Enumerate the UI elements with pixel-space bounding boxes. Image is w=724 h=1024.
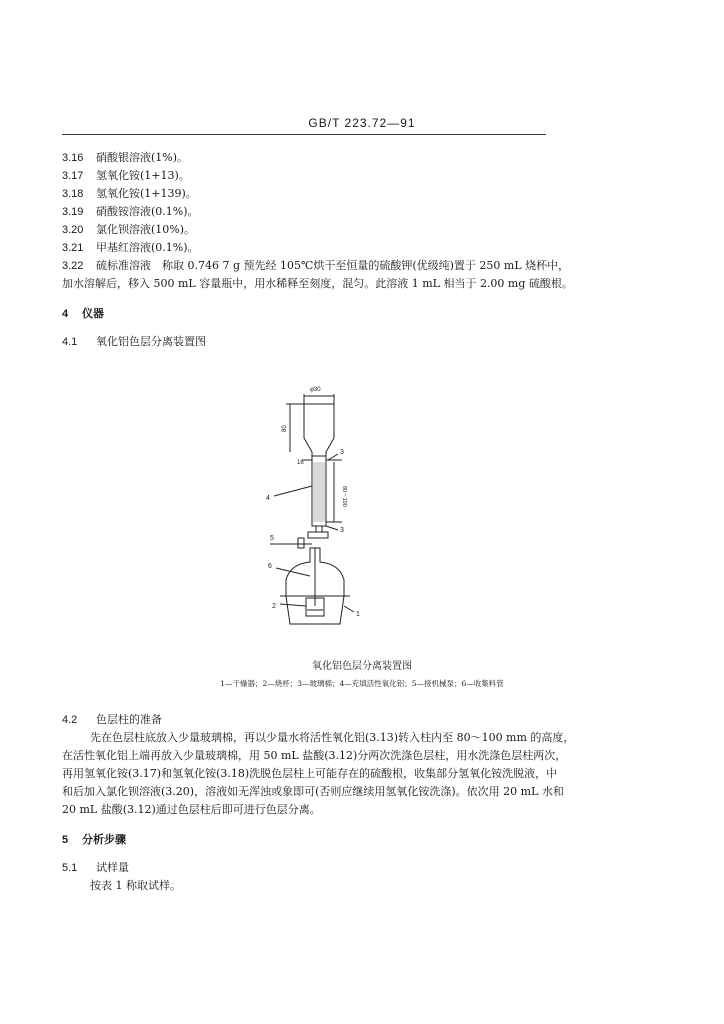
item-number: 3.18 — [62, 188, 84, 200]
dim-label-80: 80 — [282, 425, 288, 432]
vacuum-connector — [298, 538, 304, 548]
item-text: 硝酸银溶液(1%)。 — [96, 151, 189, 164]
standard-code: GB/T 223.72—91 — [308, 116, 416, 130]
label-5: 5 — [270, 535, 274, 542]
label-1: 1 — [356, 611, 360, 618]
para-4-2-line1: 先在色层柱底放入少量玻璃棉，再以少量水将活性氧化铝(3.13)转入柱内至 80～100 mm 的高度， — [90, 731, 575, 744]
callout-6 — [276, 568, 310, 576]
para-4-2-line5: 20 mL 盐酸(3.12)通过色层柱后即可进行色层分离。 — [62, 803, 321, 816]
section-4-heading — [62, 307, 104, 321]
figure-legend: 1—干燥器；2—烧杯；3—玻璃棉；4—充填活性氧化铝；5—接机械泵；6—收集料管 — [220, 679, 504, 688]
para-4-2-line2: 在活性氧化铝上端再放入少量玻璃棉，用 50 mL 盐酸(3.12)分两次洗涤色层柱，用水洗涤色层柱两次， — [62, 749, 567, 762]
item-number: 3.19 — [62, 206, 84, 218]
reagent-3-17 — [62, 169, 190, 183]
callout-3-bottom — [326, 526, 338, 530]
header-rule — [62, 134, 546, 135]
reagent-3-22-line1 — [62, 259, 569, 273]
label-3-bottom: 3 — [340, 527, 344, 534]
reagent-3-22-line2: 加水溶解后，移入 500 mL 容量瓶中，用水稀释至刻度，混匀。此溶液 1 mL 相当于 2.00 mg 硫酸根。 — [62, 277, 573, 290]
dim-label-phi30: φ30 — [310, 387, 321, 393]
label-3-top: 3 — [340, 449, 344, 456]
callout-3-top — [328, 454, 338, 460]
callout-1 — [344, 606, 354, 612]
item-number: 3.22 — [62, 260, 84, 272]
subsection-4-1-heading — [62, 335, 206, 349]
para-5-1: 按表 1 称取试样。 — [90, 879, 181, 892]
reagent-3-16 — [62, 151, 188, 165]
label-6: 6 — [268, 563, 272, 570]
subsection-4-2-heading — [62, 713, 162, 727]
chromatography-apparatus-figure — [250, 380, 380, 642]
callout-4 — [274, 486, 312, 496]
reagent-3-20 — [62, 223, 195, 237]
label-2: 2 — [272, 603, 276, 610]
item-text: 甲基红溶液(0.1%)。 — [96, 241, 199, 254]
callout-2 — [280, 604, 306, 606]
dim-label-80-100: 80～100 — [341, 486, 347, 507]
item-text: 氢氧化铵(1+13)。 — [96, 169, 190, 182]
para-4-2-line3: 再用氢氧化铵(3.17)和氢氧化铵(3.18)洗脱色层柱上可能存在的硫酸根，收集部分氢氧化铵洗脱液，中 — [62, 767, 558, 780]
stopcock — [308, 532, 328, 538]
item-number: 3.20 — [62, 224, 84, 236]
item-text: 氯化钡溶液(10%)。 — [96, 223, 196, 236]
subsection-5-1-heading — [62, 861, 129, 875]
section-title: 分析步骤 — [82, 833, 126, 846]
item-text: 氢氧化铵(1+139)。 — [96, 187, 197, 200]
section-5-heading — [62, 833, 126, 847]
item-number: 3.16 — [62, 152, 84, 164]
section-title: 色层柱的准备 — [96, 713, 162, 726]
item-number: 3.21 — [62, 242, 84, 254]
figure-caption: 氧化铝色层分离装置图 — [312, 661, 412, 672]
para-4-2-line4: 和后加入氯化钡溶液(3.20)，溶液如无浑浊或象即可(否则应继续用氢氧化铵洗涤)。依次用 20 mL 水和 — [62, 785, 564, 798]
label-4: 4 — [266, 495, 270, 502]
reagent-3-19 — [62, 205, 199, 219]
item-number: 3.17 — [62, 170, 84, 182]
section-number: 4 — [62, 308, 69, 320]
section-number: 4.1 — [62, 336, 78, 348]
section-number: 5.1 — [62, 862, 78, 874]
item-text: 硫标准溶液 称取 0.746 7 g 预先经 105℃烘干至恒量的硫酸钾(优级纯)置于 250 mL 烧杯中， — [96, 259, 570, 272]
reagent-3-21 — [62, 241, 199, 255]
section-number: 4.2 — [62, 714, 78, 726]
section-title: 试样量 — [96, 861, 129, 874]
alumina-packing — [313, 462, 325, 522]
section-title: 氧化铝色层分离装置图 — [96, 335, 206, 348]
section-number: 5 — [62, 834, 69, 846]
section-title: 仪器 — [82, 307, 104, 320]
item-text: 硝酸铵溶液(0.1%)。 — [96, 205, 199, 218]
reagent-3-18 — [62, 187, 197, 201]
reservoir — [304, 404, 334, 456]
column-tip — [316, 526, 322, 532]
dim-label-16: 16 — [297, 460, 304, 466]
